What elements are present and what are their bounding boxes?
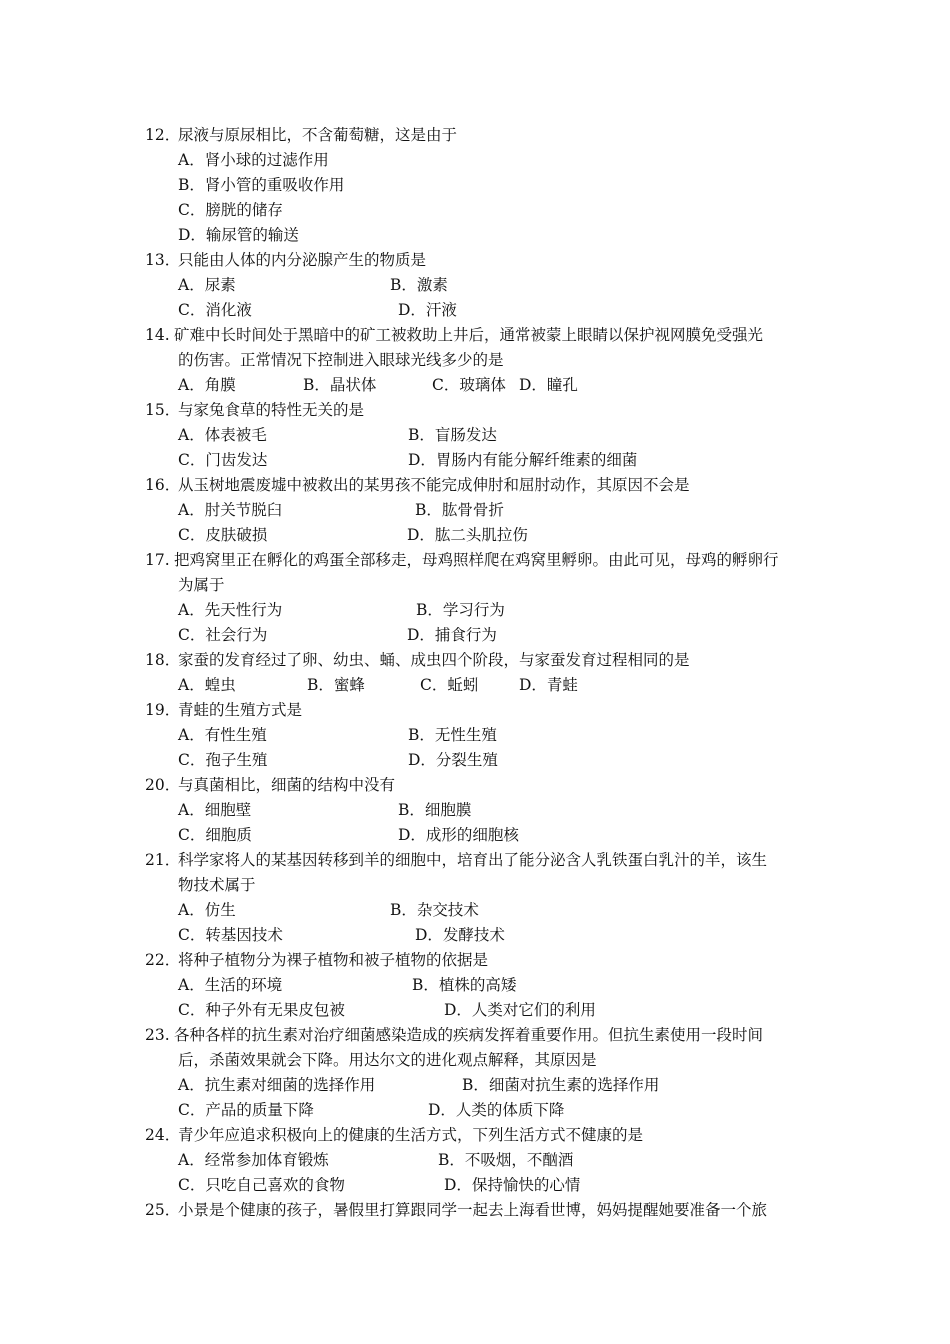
question-text: 小景是个健康的孩子，暑假里打算跟同学一起去上海看世博，妈妈提醒她要准备一个旅 [178,1201,768,1219]
answer-option: A．仿生 [178,901,236,919]
answer-option: B．不吸烟，不酗酒 [438,1151,574,1169]
answer-option: B．蜜蜂 [307,676,365,694]
answer-option: C．玻璃体 [432,376,506,394]
answer-option: D．捕食行为 [407,626,497,644]
answer-option: B．杂交技术 [390,901,479,919]
answer-option: D．成形的细胞核 [398,826,519,844]
answer-option: D．输尿管的输送 [178,226,299,244]
question-text: 后，杀菌效果就会下降。用达尔文的进化观点解释，其原因是 [178,1051,597,1069]
answer-option: C．社会行为 [178,626,268,644]
question-number: 18． [145,651,181,669]
answer-option: C．转基因技术 [178,926,283,944]
question-number: 25． [145,1201,181,1219]
question-number: 16． [145,476,181,494]
answer-option: D．瞳孔 [519,376,578,394]
answer-option: A．角膜 [178,376,236,394]
answer-option: B．细菌对抗生素的选择作用 [462,1076,660,1094]
question-text: 矿难中长时间处于黑暗中的矿工被救助上井后，通常被蒙上眼睛以保护视网膜免受强光 [174,326,764,344]
answer-option: C．产品的质量下降 [178,1101,314,1119]
question-number: 14. [145,326,170,344]
answer-option: D．发酵技术 [415,926,505,944]
question-text: 的伤害。正常情况下控制进入眼球光线多少的是 [178,351,504,369]
answer-option: A．肾小球的过滤作用 [178,151,329,169]
answer-option: D．分裂生殖 [408,751,498,769]
question-text: 与真菌相比，细菌的结构中没有 [178,776,396,794]
question-text: 尿液与原尿相比，不含葡萄糖，这是由于 [178,126,458,144]
question-number: 15． [145,401,181,419]
answer-option: B．晶状体 [303,376,377,394]
answer-option: C．细胞质 [178,826,252,844]
question-number: 13． [145,251,181,269]
question-text: 将种子植物分为裸子植物和被子植物的依据是 [178,951,489,969]
question-text: 物技术属于 [178,876,256,894]
answer-option: C．只吃自己喜欢的食物 [178,1176,345,1194]
answer-option: B．细胞膜 [398,801,472,819]
answer-option: C．蚯蚓 [420,676,479,694]
question-number: 24． [145,1126,181,1144]
question-text: 只能由人体的内分泌腺产生的物质是 [178,251,427,269]
answer-option: D．肱二头肌拉伤 [407,526,528,544]
question-text: 把鸡窝里正在孵化的鸡蛋全部移走，母鸡照样爬在鸡窝里孵卵。由此可见，母鸡的孵卵行 [174,551,779,569]
answer-option: A．生活的环境 [178,976,283,994]
answer-option: B．盲肠发达 [408,426,497,444]
answer-option: D．青蛙 [519,676,578,694]
question-text: 各种各样的抗生素对治疗细菌感染造成的疾病发挥着重要作用。但抗生素使用一段时间 [174,1026,764,1044]
answer-option: A．有性生殖 [178,726,267,744]
answer-option: B．学习行为 [416,601,505,619]
answer-option: D．人类的体质下降 [428,1101,565,1119]
question-number: 23. [145,1026,170,1044]
answer-option: B．植株的高矮 [412,976,517,994]
answer-option: A．先天性行为 [178,601,283,619]
answer-option: C．消化液 [178,301,252,319]
answer-option: D．汗液 [398,301,457,319]
answer-option: D．人类对它们的利用 [444,1001,596,1019]
answer-option: A．经常参加体育锻炼 [178,1151,329,1169]
answer-option: A．肘关节脱臼 [178,501,283,519]
question-number: 12． [145,126,181,144]
answer-option: C．种子外有无果皮包被 [178,1001,345,1019]
question-text: 为属于 [178,576,225,594]
question-number: 22． [145,951,181,969]
answer-option: A．蝗虫 [178,676,236,694]
question-text: 与家兔食草的特性无关的是 [178,401,365,419]
answer-option: A．尿素 [178,276,236,294]
question-text: 科学家将人的某基因转移到羊的细胞中，培育出了能分泌含人乳铁蛋白乳汁的羊，该生 [178,851,768,869]
answer-option: A．体表被毛 [178,426,267,444]
question-number: 17. [145,551,170,569]
answer-option: C．皮肤破损 [178,526,268,544]
answer-option: D．保持愉快的心情 [444,1176,581,1194]
answer-option: B．激素 [390,276,448,294]
question-text: 青少年应追求积极向上的健康的生活方式，下列生活方式不健康的是 [178,1126,644,1144]
question-text: 家蚕的发育经过了卵、幼虫、蛹、成虫四个阶段，与家蚕发育过程相同的是 [178,651,690,669]
answer-option: A．细胞壁 [178,801,252,819]
answer-option: B．肾小管的重吸收作用 [178,176,345,194]
answer-option: B．肱骨骨折 [415,501,504,519]
question-text: 青蛙的生殖方式是 [178,701,303,719]
answer-option: C．门齿发达 [178,451,268,469]
question-number: 19． [145,701,181,719]
question-text: 从玉树地震废墟中被救出的某男孩不能完成伸肘和屈肘动作，其原因不会是 [178,476,690,494]
answer-option: A．抗生素对细菌的选择作用 [178,1076,376,1094]
answer-option: B．无性生殖 [408,726,497,744]
answer-option: D．胃肠内有能分解纤维素的细菌 [408,451,638,469]
answer-option: C．膀胱的储存 [178,201,283,219]
answer-option: C．孢子生殖 [178,751,268,769]
question-number: 21． [145,851,181,869]
question-number: 20． [145,776,181,794]
